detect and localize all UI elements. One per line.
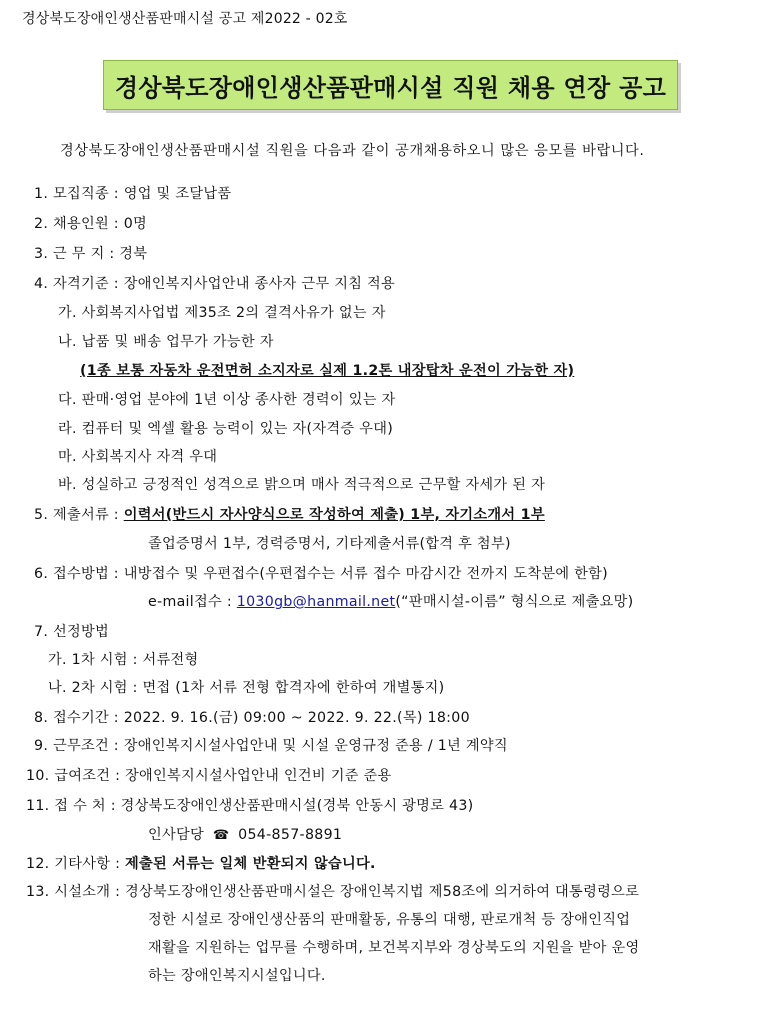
phone-number: 054-857-8891	[238, 827, 343, 843]
contact-label: 인사담당	[148, 827, 205, 843]
item-5	[34, 504, 545, 524]
item-4	[34, 273, 395, 293]
item-value: 이력서(반드시 자사양식으로 작성하여 제출) 1부, 자기소개서 1부	[123, 507, 545, 523]
item-value: 경북	[119, 246, 148, 262]
item-11	[26, 795, 474, 815]
item-3	[34, 243, 147, 263]
item-label: 자격기준 :	[52, 276, 119, 292]
item-label: 채용인원 :	[52, 216, 119, 232]
item-value: 영업 및 조달납품	[123, 186, 232, 202]
item-4-sub-ga: 가. 사회복지사업법 제35조 2의 결격사유가 없는 자	[58, 305, 386, 321]
item-4-sub-ra: 라. 컴퓨터 및 엑셀 활용 능력이 있는 자(자격증 우대)	[58, 421, 394, 437]
item-7	[34, 621, 109, 641]
phone-icon: ☎	[212, 828, 230, 843]
document-number: 경상북도장애인생산품판매시설 공고 제2022 - 02호	[22, 11, 348, 27]
item-value: 0명	[123, 216, 148, 232]
email-label: e-mail접수 :	[148, 594, 232, 610]
item-number: 7.	[34, 624, 49, 640]
item-13-line4: 하는 장애인복지시설입니다.	[148, 968, 326, 984]
item-number: 9.	[34, 738, 49, 754]
item-4-sub-na: 나. 납품 및 배송 업무가 가능한 자	[58, 334, 274, 350]
item-5-line2: 졸업증명서 1부, 경력증명서, 기타제출서류(합격 후 첨부)	[148, 536, 511, 552]
email-link[interactable]: 1030gb@hanmail.net	[236, 594, 396, 610]
item-10	[26, 765, 392, 785]
item-4-sub-da: 다. 판매·영업 분야에 1년 이상 종사한 경력이 있는 자	[58, 392, 396, 408]
item-number: 11.	[26, 798, 50, 814]
item-label: 시설소개 :	[54, 884, 121, 900]
item-2	[34, 213, 147, 233]
item-number: 10.	[26, 768, 50, 784]
email-note: (“판매시설-이름” 형식으로 제출요망)	[395, 594, 634, 610]
item-number: 1.	[34, 186, 49, 202]
item-value: 제출된 서류는 일체 반환되지 않습니다.	[125, 856, 376, 872]
item-label: 모집직종 :	[52, 186, 119, 202]
item-11-contact	[148, 824, 342, 844]
item-number: 4.	[34, 276, 49, 292]
item-label: 접수방법 :	[52, 566, 119, 582]
item-label: 기타사항 :	[54, 856, 121, 872]
item-12	[26, 853, 376, 873]
item-value: 경상북도장애인생산품판매시설(경북 안동시 광명로 43)	[120, 798, 474, 814]
item-value: 장애인복지시설사업안내 및 시설 운영규정 준용 / 1년 계약직	[123, 738, 508, 754]
item-6	[34, 563, 608, 583]
item-label: 근 무 지 :	[52, 246, 115, 262]
item-value: 내방접수 및 우편접수(우편접수는 서류 접수 마감시간 전까지 도착분에 한함)	[123, 566, 608, 582]
item-7-sub-ga: 가. 1차 시험 : 서류전형	[48, 652, 199, 668]
item-value: 장애인복지사업안내 종사자 근무 지침 적용	[123, 276, 396, 292]
item-number: 3.	[34, 246, 49, 262]
item-6-email-row	[148, 591, 633, 611]
item-number: 12.	[26, 856, 50, 872]
item-label: 급여조건 :	[54, 768, 121, 784]
item-number: 6.	[34, 566, 49, 582]
item-label: 선정방법	[52, 624, 109, 640]
intro-text: 경상북도장애인생산품판매시설 직원을 다음과 같이 공개채용하오니 많은 응모를 바랍니다.	[60, 143, 645, 159]
item-value: 경상북도장애인생산품판매시설은 장애인복지법 제58조에 의거하여 대통령령으로	[125, 884, 640, 900]
item-9	[34, 735, 508, 755]
item-13-line2: 정한 시설로 장애인생산품의 판매활동, 유통의 대행, 판로개척 등 장애인직업	[148, 912, 631, 928]
title-banner	[103, 60, 678, 110]
page-title: 경상북도장애인생산품판매시설 직원 채용 연장 공고	[114, 73, 667, 102]
item-number: 8.	[34, 710, 49, 726]
item-4-sub-ba: 바. 성실하고 긍정적인 성격으로 밝으며 매사 적극적으로 근무할 자세가 된 자	[58, 477, 546, 493]
item-number: 13.	[26, 884, 50, 900]
item-4-sub-ma: 마. 사회복지사 자격 우대	[58, 449, 218, 465]
item-number: 5.	[34, 507, 49, 523]
item-1	[34, 183, 231, 203]
item-number: 2.	[34, 216, 49, 232]
item-label: 근무조건 :	[52, 738, 119, 754]
item-7-sub-na: 나. 2차 시험 : 면접 (1차 서류 전형 합격자에 한하여 개별통지)	[48, 680, 445, 696]
item-value: 2022. 9. 16.(금) 09:00 ~ 2022. 9. 22.(목) 18:00	[123, 710, 470, 726]
item-label: 제출서류 :	[52, 507, 119, 523]
item-8	[34, 707, 470, 727]
item-13-line3: 재활을 지원하는 업무를 수행하며, 보건복지부와 경상북도의 지원을 받아 운영	[148, 940, 640, 956]
item-4-sub-na-note: (1종 보통 자동차 운전면허 소지자로 실제 1.2톤 내장탑차 운전이 가능한 자)	[80, 363, 575, 379]
item-13	[26, 881, 639, 901]
item-value: 장애인복지시설사업안내 인건비 기준 준용	[125, 768, 392, 784]
item-label: 접 수 처 :	[54, 798, 116, 814]
item-label: 접수기간 :	[52, 710, 119, 726]
